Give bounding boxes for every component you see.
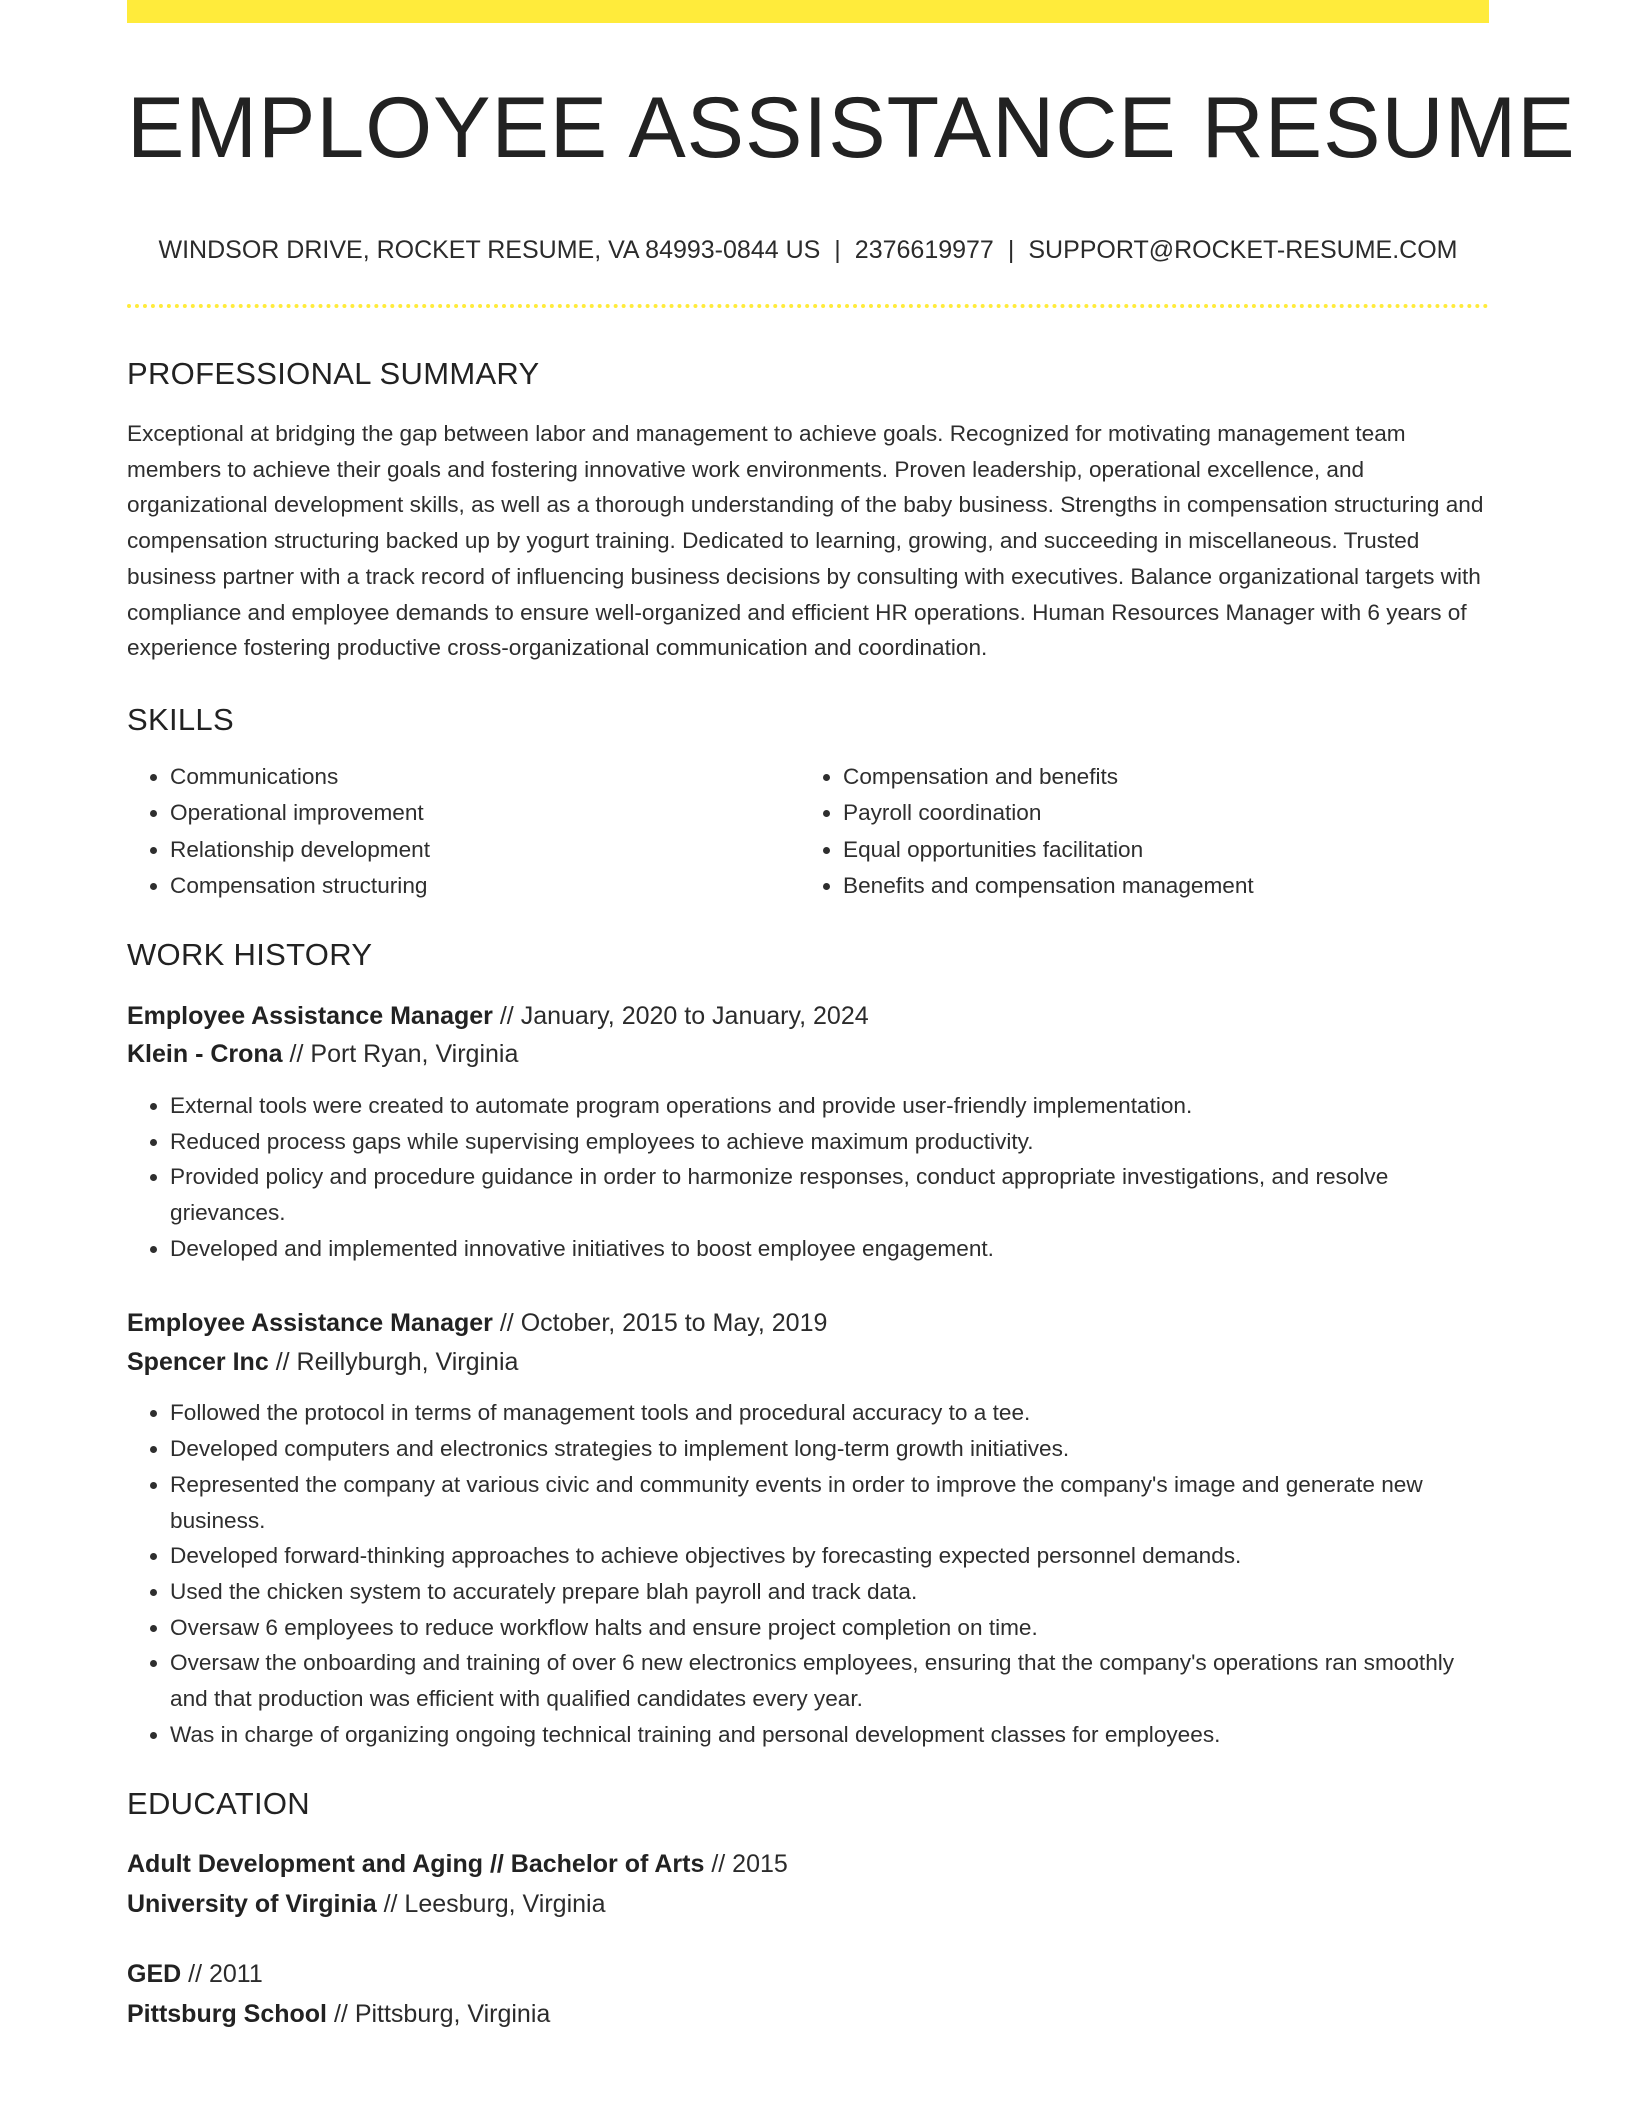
education-degree: Adult Development and Aging // Bachelor of Arts — [127, 1850, 705, 1879]
job-location: Reillyburgh, Virginia — [296, 1347, 519, 1376]
separator: // — [289, 1040, 304, 1069]
job-bullet: • Developed computers and electronics strategies to implement long-term growth initiatives. — [170, 1431, 1489, 1467]
education-school: Pittsburg School — [127, 1999, 327, 2028]
contact-line — [127, 238, 1489, 263]
work-history-heading: WORK HISTORY — [127, 936, 373, 972]
job-bullet: • Reduced process gaps while supervising employees to achieve maximum productivity. — [170, 1124, 1489, 1160]
job-bullet: • External tools were created to automate program operations and provide user-friendly implementation. — [170, 1088, 1489, 1124]
job-bullet: • Used the chicken system to accurately prepare blah payroll and track data. — [170, 1574, 1489, 1610]
education-entry — [127, 1955, 1489, 2034]
skill-item: • Operational improvement — [170, 795, 800, 832]
contact-email: SUPPORT@ROCKET-RESUME.COM — [1028, 236, 1458, 264]
summary-text: Exceptional at bridging the gap between labor and management to achieve goals. Recognized for motivating management team members to achieve their goals and fostering innovative work environments. Proven leadership, operational excellence, and organizational development skills, as well as a thorough understanding of the baby business. Strengths in compensation structuring and compensation structuring backed up by yogurt training. Dedicated to learning, growing, and succeeding in miscellaneous. Trusted business partner with a track record of influencing business decisions by consulting with executives. Balance organizational targets with compliance and employee demands to ensure well-organized and efficient HR operations. Human Resources Manager with 6 years of experience fostering productive cross-organizational communication and coordination. — [127, 421, 1484, 661]
skill-item: • Communications — [170, 759, 800, 796]
contact-separator: | — [1007, 236, 1015, 264]
job-bullet: • Oversaw the onboarding and training of over 6 new electronics employees, ensuring that the company's operations ran smoothly and that production was efficient with qualified candidates every year. — [170, 1645, 1489, 1716]
job-bullet: • Oversaw 6 employees to reduce workflow halts and ensure project completion on time. — [170, 1610, 1489, 1646]
skills-column-left — [127, 759, 800, 905]
education-year: 2011 — [209, 1960, 263, 1989]
resume-page — [127, 0, 1576, 2034]
job-entry — [127, 997, 1489, 1267]
education-entry — [127, 1845, 1489, 1924]
education-location: Leesburg, Virginia — [404, 1889, 606, 1918]
separator: // — [275, 1347, 290, 1376]
education-degree-line — [127, 1955, 1489, 1995]
education-degree-line — [127, 1845, 1489, 1885]
top-accent-bar — [127, 0, 1489, 23]
education-school-line — [127, 1995, 1489, 2035]
separator: // — [188, 1960, 203, 1989]
job-bullet: • Was in charge of organizing ongoing technical training and personal development classes for employees. — [170, 1717, 1489, 1753]
job-bullet: • Followed the protocol in terms of management tools and procedural accuracy to a tee. — [170, 1395, 1489, 1431]
job-role: Employee Assistance Manager — [127, 1309, 493, 1338]
job-bullet: • Provided policy and procedure guidance in order to harmonize responses, conduct appropriate investigations, and resolve grievances. — [170, 1159, 1489, 1230]
separator: // — [333, 1999, 348, 2028]
separator: // — [711, 1850, 726, 1879]
skill-item: • Equal opportunities facilitation — [843, 832, 1473, 869]
job-role: Employee Assistance Manager — [127, 1001, 493, 1030]
contact-phone: 2376619977 — [854, 236, 994, 264]
separator: // — [499, 1309, 514, 1338]
job-title-line — [127, 997, 1489, 1036]
job-company: Spencer Inc — [127, 1347, 269, 1376]
education-location: Pittsburg, Virginia — [354, 1999, 551, 2028]
education-school: University of Virginia — [127, 1889, 377, 1918]
job-bullet: • Developed forward-thinking approaches to achieve objectives by forecasting expected personnel demands. — [170, 1538, 1489, 1574]
education-degree: GED — [127, 1960, 182, 1989]
skill-item: • Compensation and benefits — [843, 759, 1473, 796]
separator: // — [499, 1001, 514, 1030]
job-bullet: • Represented the company at various civic and community events in order to improve the company's image and generate new business. — [170, 1467, 1489, 1538]
job-location: Port Ryan, Virginia — [310, 1040, 519, 1069]
summary-heading: PROFESSIONAL SUMMARY — [127, 356, 540, 391]
skills-list — [127, 759, 1489, 905]
contact-separator: | — [834, 236, 841, 264]
job-bullets — [127, 1088, 1489, 1267]
skills-heading: SKILLS — [127, 701, 234, 737]
resume-name: EMPLOYEE ASSISTANCE RESUME — [127, 80, 1576, 176]
education-heading: EDUCATION — [127, 1786, 310, 1822]
job-entry — [127, 1304, 1489, 1752]
job-bullets — [127, 1395, 1489, 1752]
skill-item: • Benefits and compensation management — [843, 868, 1473, 905]
separator: // — [383, 1889, 398, 1918]
job-dates: January, 2020 to January, 2024 — [520, 1001, 869, 1030]
education-school-line — [127, 1885, 1489, 1925]
job-company-line — [127, 1035, 1489, 1074]
job-bullet: • Developed and implemented innovative initiatives to boost employee engagement. — [170, 1231, 1489, 1267]
skill-item: • Compensation structuring — [170, 868, 800, 905]
contact-address: WINDSOR DRIVE, ROCKET RESUME, VA 84993-0844 US — [158, 236, 821, 264]
job-company-line — [127, 1343, 1489, 1382]
job-company: Klein - Crona — [127, 1040, 283, 1069]
job-dates: October, 2015 to May, 2019 — [520, 1309, 828, 1338]
skills-column-right — [800, 759, 1473, 905]
education-year: 2015 — [732, 1850, 788, 1879]
skill-item: • Payroll coordination — [843, 795, 1473, 832]
skill-item: • Relationship development — [170, 832, 800, 869]
dotted-divider — [127, 304, 1489, 308]
job-title-line — [127, 1304, 1489, 1343]
